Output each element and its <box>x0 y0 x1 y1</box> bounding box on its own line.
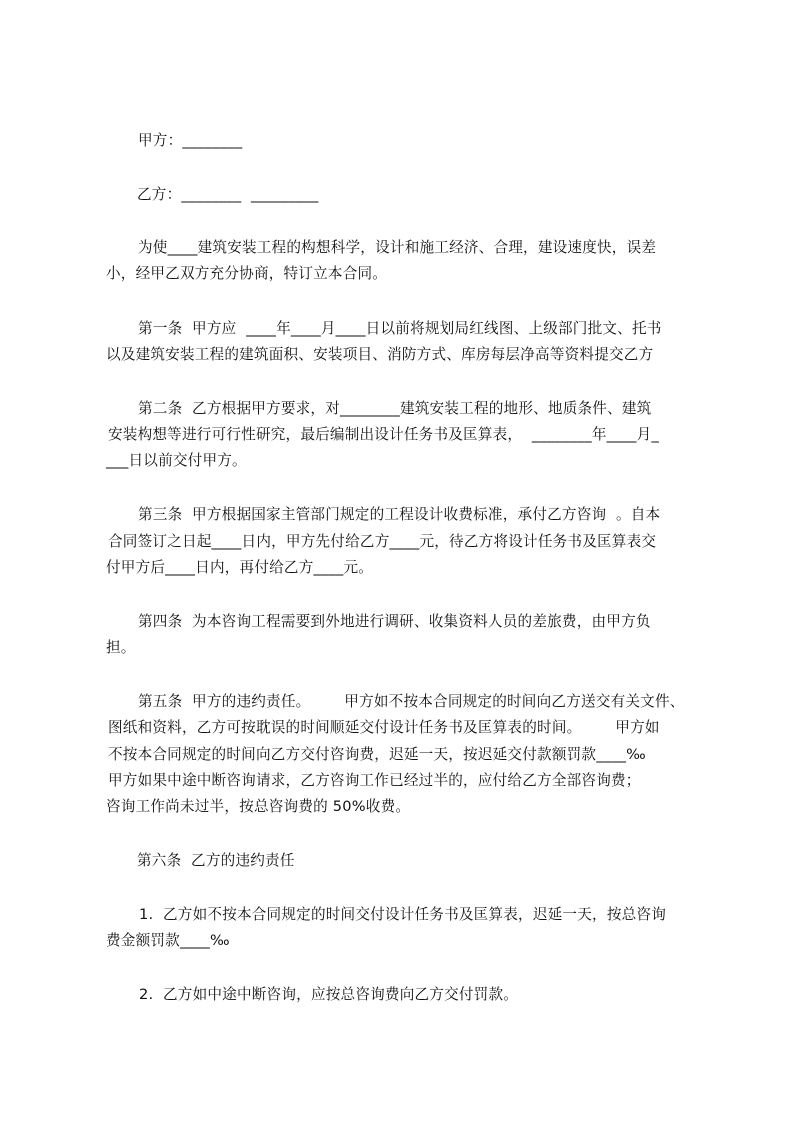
intro-line-1: 为使____建筑安装工程的构想科学，设计和施工经济、合理，建设速度快，误差 <box>138 239 657 256</box>
article-2-line-2: 安装构想等进行可行性研究，最后编制出设计任务书及匡算表， ________年____月_ <box>108 426 659 443</box>
party-a-line: 甲方：________ <box>138 132 243 149</box>
article-5-line-3: 不按本合同规定的时间向乙方交付咨询费，迟延一天，按迟延交付款额罚款____‰ <box>108 746 646 763</box>
article-2-line-3: ___日以前交付甲方。 <box>106 452 247 469</box>
article-1-line-2: 以及建筑安装工程的建筑面积、安装项目、消防方式、库房每层净高等资料提交乙方 <box>106 346 654 363</box>
article-3-line-1: 第三条 甲方根据国家主管部门规定的工程设计收费标准，承付乙方咨询 。自本 <box>138 506 661 523</box>
intro-line-2: 小，经甲乙双方充分协商，特订立本合同。 <box>106 265 388 282</box>
party-b-line: 乙方：________ _________ <box>137 186 319 203</box>
article-6-heading: 第六条 乙方的违约责任 <box>137 852 295 869</box>
article-5-line-1: 第五条 甲方的违约责任。 甲方如不按本合同规定的时间向乙方送交有关文件、 <box>138 693 685 710</box>
article-6-item-1-line-2: 费金额罚款____‰ <box>106 932 230 949</box>
article-6-item-1-line-1: 1. 乙方如不按本合同规定的时间交付设计任务书及匡算表，迟延一天，按总咨询 <box>139 906 666 923</box>
article-2-line-1: 第二条 乙方根据甲方要求，对________建筑安装工程的地形、地质条件、建筑 <box>138 400 652 417</box>
article-3-line-3: 付甲方后____日内，再付给乙方____元。 <box>106 559 374 576</box>
article-4-line-1: 第四条 为本咨询工程需要到外地进行调研、收集资料人员的差旅费，由甲方负 <box>138 613 651 630</box>
article-5-line-2: 图纸和资料，乙方可按耽误的时间顺延交付设计任务书及匡算表的时间。 甲方如 <box>108 719 660 736</box>
article-3-line-2: 合同签订之日起____日内，甲方先付给乙方____元，待乙方将设计任务书及匡算表交 <box>108 533 657 550</box>
article-6-item-2: 2. 乙方如中途中断咨询，应按总咨询费向乙方交付罚款。 <box>139 986 519 1003</box>
article-1-line-1: 第一条 甲方应 ____年____月____日以前将规划局红线图、上级部门批文、托书 <box>138 320 662 337</box>
article-4-line-2: 担。 <box>106 639 136 656</box>
article-5-line-5: 咨询工作尚未过半，按总咨询费的 50%收费。 <box>106 798 411 815</box>
article-5-line-4: 甲方如果中途中断咨询请求，乙方咨询工作已经过半的，应付给乙方全部咨询费； <box>108 772 641 789</box>
